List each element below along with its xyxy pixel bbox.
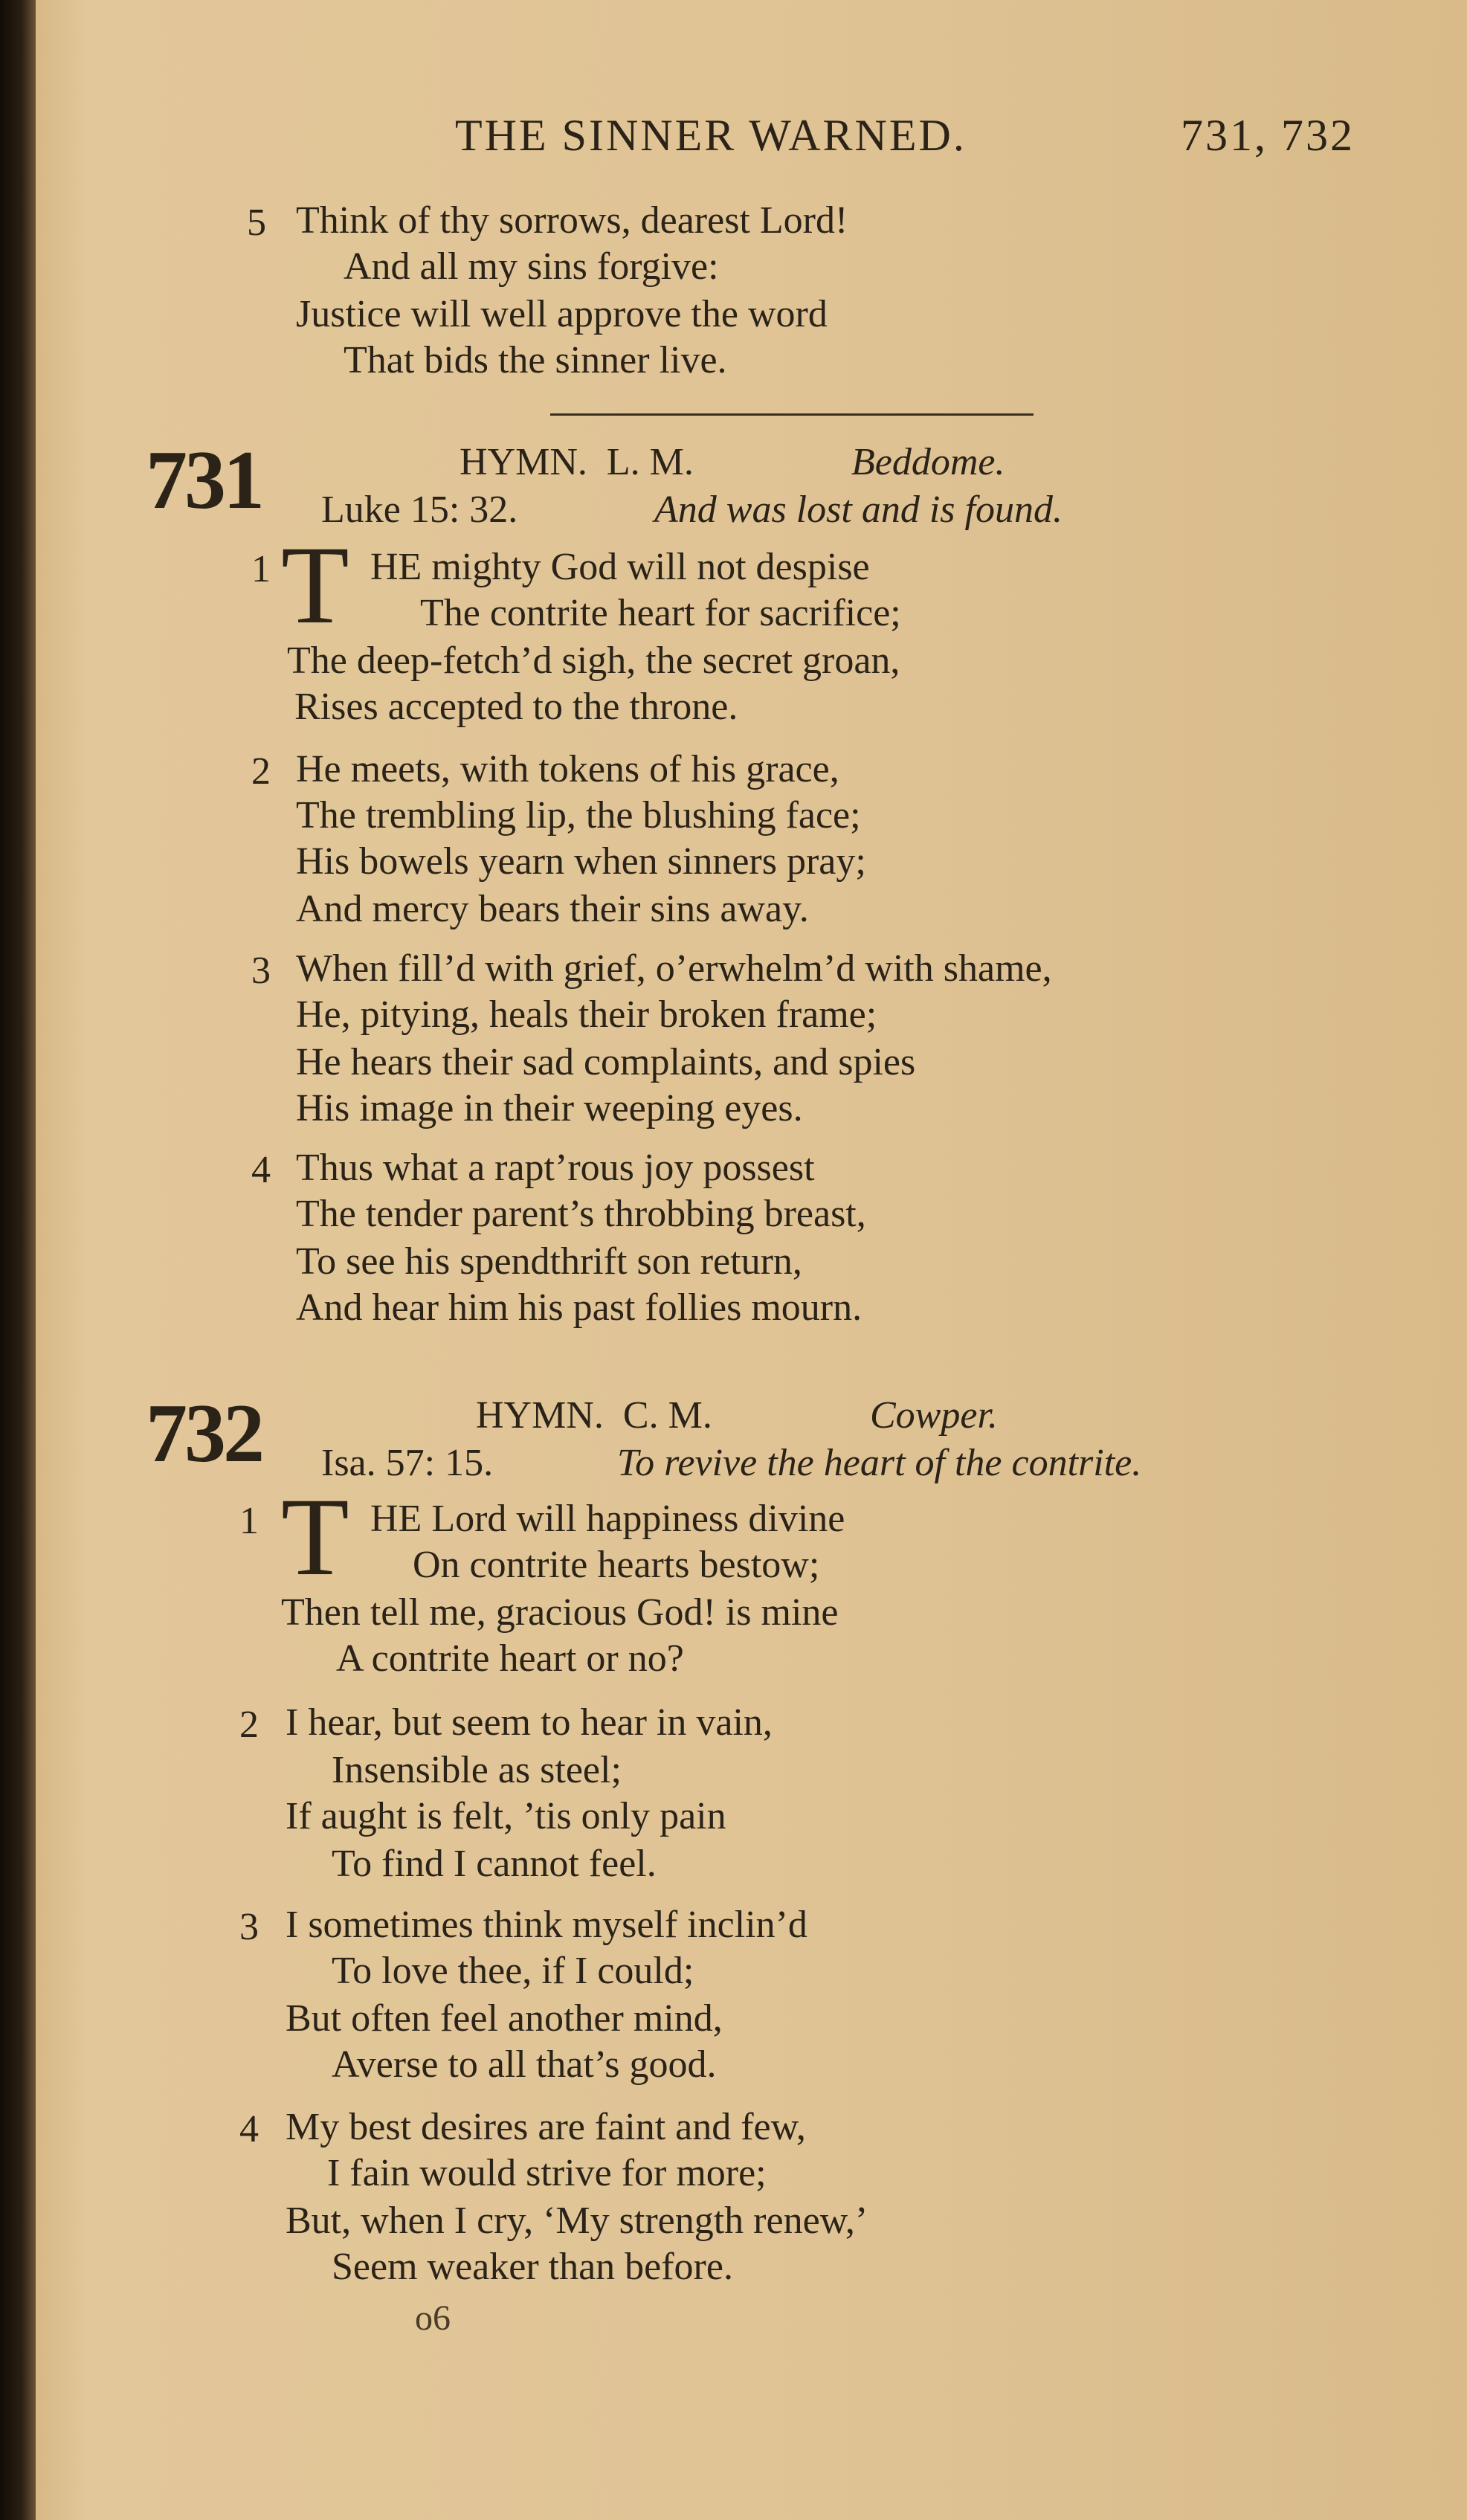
verse-line: Thus what a rapt’rous joy possest (296, 1147, 815, 1189)
scripture-reference: Luke 15: 32. (321, 489, 518, 531)
verse-line: On contrite hearts bestow; (413, 1544, 820, 1586)
hymn-author: Beddome. (851, 441, 1005, 483)
verse-line: But often feel another mind, (286, 1997, 723, 2040)
scripture-reference: Isa. 57: 15. (321, 1442, 494, 1484)
hymn-author: Cowper. (870, 1394, 998, 1437)
verse-line: And mercy bears their sins away. (296, 888, 809, 930)
drop-cap: T (281, 523, 349, 647)
scripture-text: To revive the heart of the contrite. (617, 1442, 1142, 1484)
verse-line: That bids the sinner live. (344, 339, 727, 381)
stanza-number: 4 (251, 1149, 271, 1191)
stanza-number: 2 (239, 1704, 259, 1746)
verse-line: A contrite heart or no? (336, 1637, 684, 1680)
verse-line: I fain would strive for more; (327, 2152, 767, 2194)
stanza-number: 1 (239, 1500, 259, 1542)
verse-line: He meets, with tokens of his grace, (296, 748, 839, 790)
verse-line: My best desires are faint and few, (286, 2106, 806, 2148)
running-title: THE SINNER WARNED. (455, 111, 967, 160)
verse-line: Think of thy sorrows, dearest Lord! (296, 199, 848, 242)
verse-line: And hear him his past follies mourn. (296, 1286, 863, 1329)
stanza-number: 1 (251, 548, 271, 590)
verse-line: I sometimes think myself inclin’d (286, 1904, 807, 1946)
verse-line: He, pitying, heals their broken frame; (296, 993, 877, 1036)
verse-line: If aught is felt, ’tis only pain (286, 1795, 726, 1837)
verse-line: To find I cannot feel. (332, 1843, 657, 1885)
verse-line: The deep-fetch’d sigh, the secret groan, (287, 639, 900, 682)
signature-mark: o6 (415, 2298, 451, 2338)
verse-line: He hears their sad complaints, and spies (296, 1041, 916, 1083)
verse-line: Then tell me, gracious God! is mine (281, 1591, 839, 1634)
verse-line: And all my sins forgive: (344, 245, 719, 288)
stanza-number: 5 (247, 202, 266, 244)
verse-line: I hear, but seem to hear in vain, (286, 1701, 773, 1744)
verse-line: The contrite heart for sacrifice; (420, 592, 901, 634)
verse-line: To see his spendthrift son return, (296, 1240, 802, 1283)
hymn-meter: HYMN. C. M. (476, 1394, 712, 1437)
verse-line: His image in their weeping eyes. (296, 1087, 803, 1130)
verse-line: To love thee, if I could; (332, 1950, 694, 1992)
hymn-meter: HYMN. L. M. (460, 441, 694, 483)
stanza-number: 3 (239, 1906, 259, 1948)
section-divider (550, 413, 1034, 416)
verse-line: But, when I cry, ‘My strength renew,’ (286, 2200, 868, 2242)
verse-line: The trembling lip, the blushing face; (296, 794, 861, 837)
verse-line: Insensible as steel; (332, 1749, 622, 1791)
verse-line: When fill’d with grief, o’erwhelm’d with shame, (296, 947, 1052, 990)
verse-line: HE Lord will happiness divine (370, 1498, 845, 1540)
verse-line: Rises accepted to the throne. (294, 686, 738, 728)
book-spine-shadow (0, 0, 36, 2520)
stanza-number: 3 (251, 950, 271, 992)
stanza-number: 4 (239, 2108, 259, 2150)
hymn-number: 732 (146, 1388, 262, 1480)
scripture-text: And was lost and is found. (654, 489, 1063, 531)
hymn-number: 731 (146, 434, 262, 526)
stanza-number: 2 (251, 750, 271, 793)
verse-line: Justice will well approve the word (296, 293, 828, 335)
verse-line: Averse to all that’s good. (332, 2043, 717, 2086)
verse-line: His bowels yearn when sinners pray; (296, 840, 866, 883)
verse-line: HE mighty God will not despise (370, 546, 870, 588)
drop-cap: T (281, 1475, 349, 1599)
verse-line: The tender parent’s throbbing breast, (296, 1193, 866, 1235)
hymn-numbers: 731, 732 (1181, 111, 1355, 160)
verse-line: Seem weaker than before. (332, 2246, 733, 2288)
